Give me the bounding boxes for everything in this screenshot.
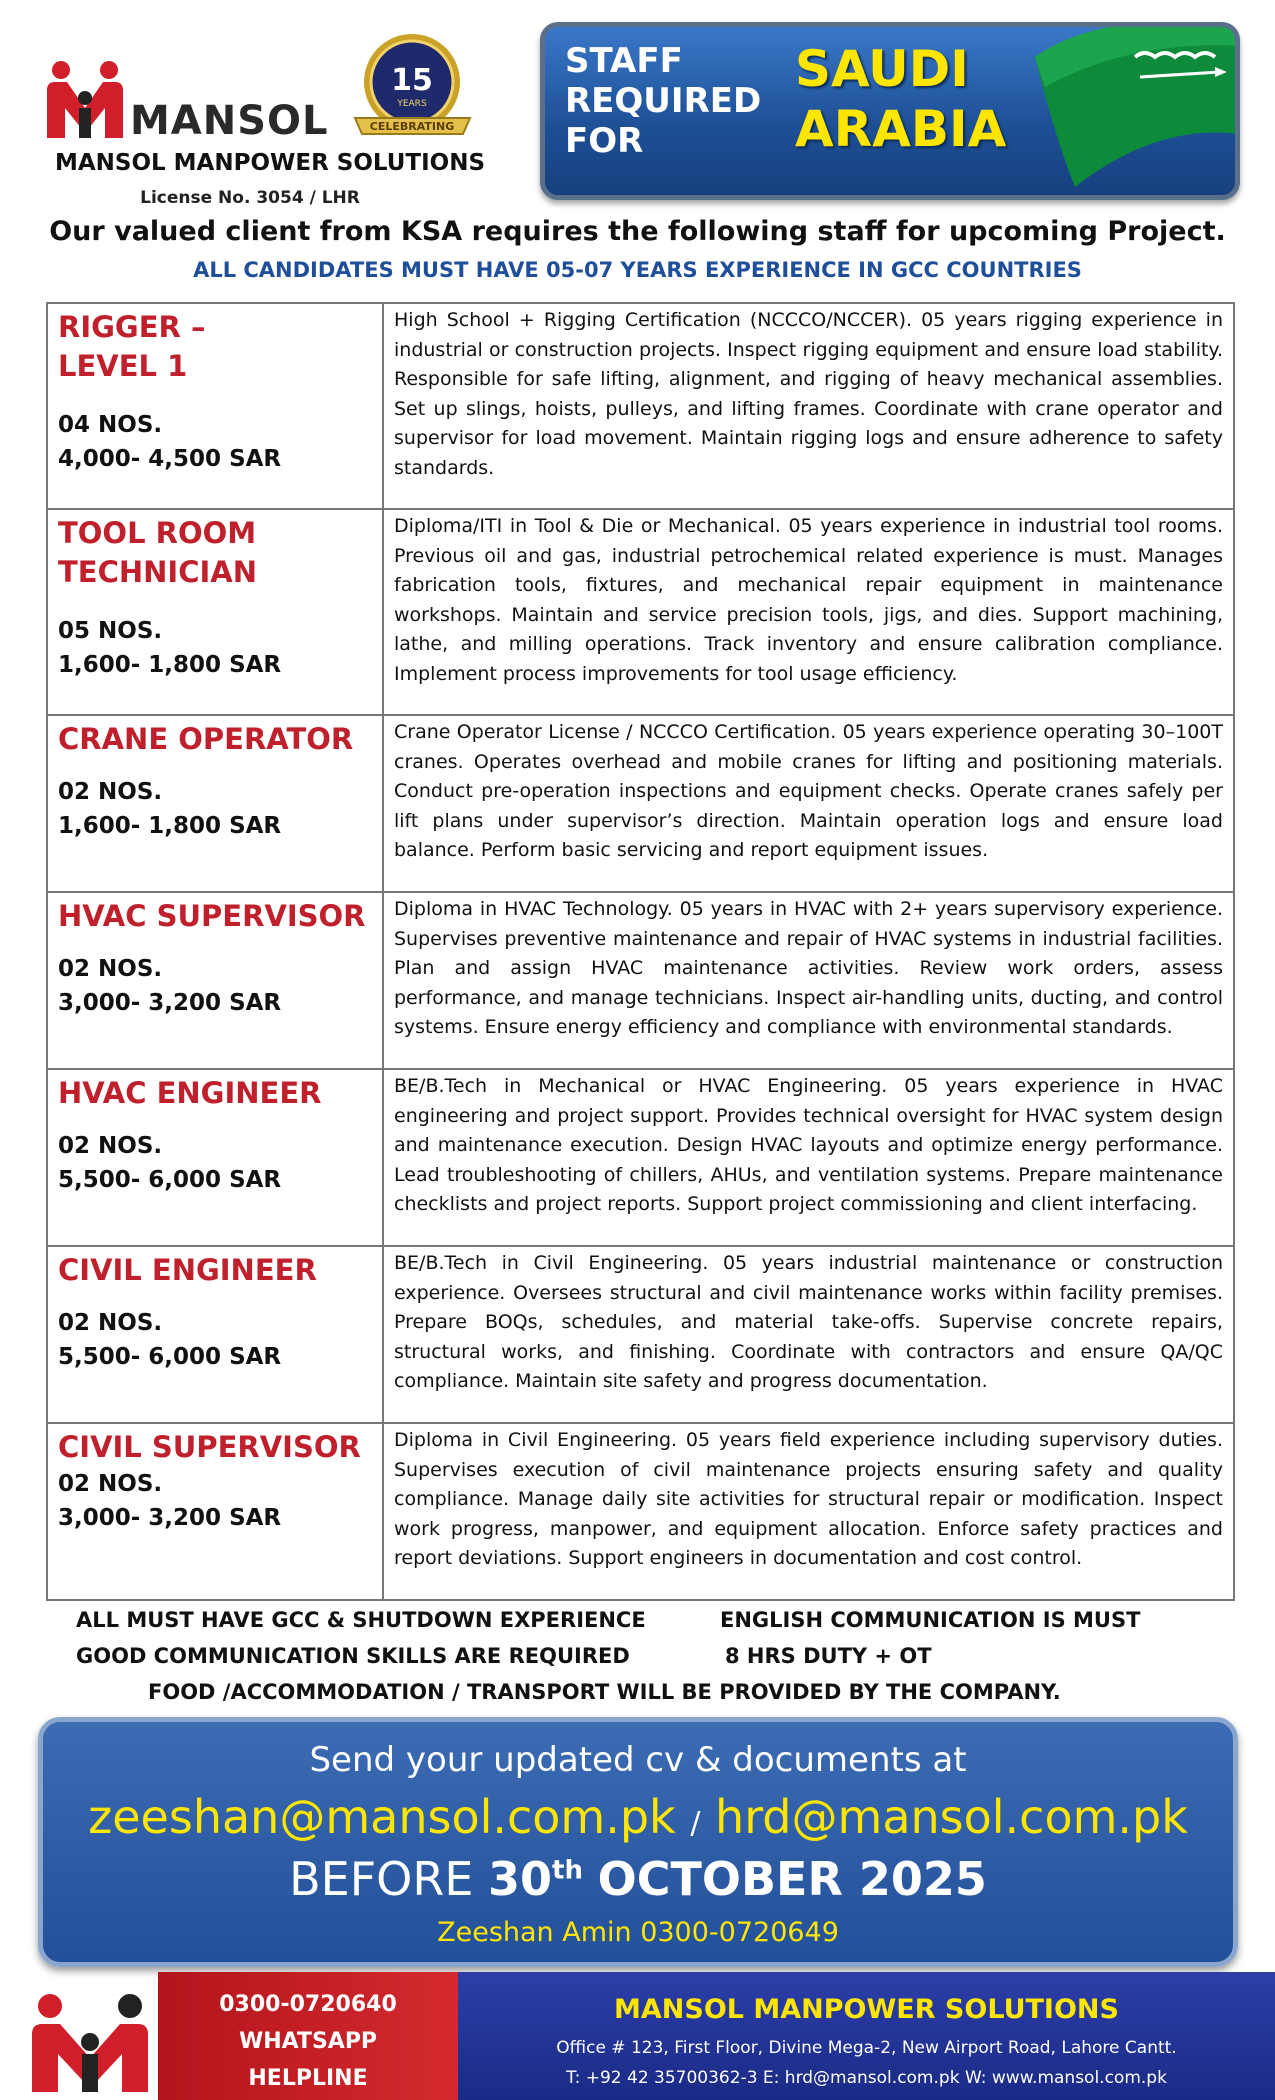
logo-text: MANSOL: [130, 98, 329, 144]
job-summary: [47, 1423, 383, 1600]
banner-country-line: SAUDI: [795, 40, 969, 98]
helpline-panel: [158, 1972, 458, 2100]
job-description: Diploma/ITI in Tool & Die or Mechanical. 05 years experience in industrial tool rooms. Previous oil and gas, industrial petrochemical related experience is must. Manages fabrication tools, fixtures, and mechanical repair equipment in maintenance workshops. Maintain and service precision tools, jigs, and dies. Support machining, lathe, and milling operations. Track inventory and ensure calibration compliance. Implement process improvements for tool usage efficiency.: [383, 509, 1234, 715]
table-row: [47, 715, 1234, 892]
table-row: [47, 1246, 1234, 1423]
job-title: HVAC SUPERVISOR: [58, 899, 366, 933]
email-addresses: [43, 1790, 1233, 1844]
table-row: [47, 1423, 1234, 1600]
job-description: High School + Rigging Certification (NCCCO/NCCER). 05 years rigging experience in industrial or construction projects. Inspect rigging equipment and ensure load stability. Responsible for safe lifting, alignment, and rigging of heavy mechanical assemblies. Set up slings, hoists, pulleys, and lifting frames. Coordinate with crane operator and supervisor for load movement. Maintain rigging logs and ensure adherence to safety standards.: [383, 303, 1234, 509]
job-quantity: 02 NOS.: [58, 779, 163, 805]
job-salary: 1,600- 1,800 SAR: [58, 652, 282, 678]
table-row: [47, 1069, 1234, 1246]
job-title: RIGGER –: [58, 310, 206, 344]
anniversary-badge-icon: [345, 30, 480, 150]
send-cv-text: Send your updated cv & documents at: [309, 1740, 967, 1780]
office-address: Office # 123, First Floor, Divine Mega-2, New Airport Road, Lahore Cantt.: [556, 2038, 1177, 2058]
mansol-logo-icon: [45, 60, 125, 140]
job-salary: 4,000- 4,500 SAR: [58, 446, 282, 472]
deadline: [43, 1852, 1233, 1906]
country-banner: [540, 22, 1240, 200]
job-summary: [47, 892, 383, 1069]
banner-staff-required: [565, 41, 761, 161]
job-description: BE/B.Tech in Mechanical or HVAC Engineering. 05 years experience in HVAC engineering and project support. Provides technical oversight for HVAC system design and maintenance execution. Design HVAC layouts and optimize energy performance. Lead troubleshooting of chillers, AHUs, and ventilation systems. Prepare maintenance checklists and project reports. Support project commissioning and client interfacing.: [383, 1069, 1234, 1246]
job-salary: 5,500- 6,000 SAR: [58, 1167, 282, 1193]
note-benefits: FOOD /ACCOMMODATION / TRANSPORT WILL BE PROVIDED BY THE COMPANY.: [148, 1680, 1061, 1704]
job-table: [46, 302, 1235, 1601]
experience-requirement: ALL CANDIDATES MUST HAVE 05-07 YEARS EXPERIENCE IN GCC COUNTRIES: [193, 258, 1082, 282]
job-summary: [47, 303, 383, 509]
banner-country: [795, 39, 1006, 159]
note-duty: 8 HRS DUTY + OT: [725, 1644, 932, 1668]
job-summary: [47, 1069, 383, 1246]
bottom-strip: [0, 1972, 1275, 2100]
job-salary: 3,000- 3,200 SAR: [58, 990, 282, 1016]
whatsapp-label: WHATSAPP: [238, 2029, 378, 2054]
job-title: CIVIL ENGINEER: [58, 1253, 317, 1287]
email-link-zeeshan[interactable]: zeeshan@mansol.com.pk: [88, 1790, 676, 1844]
footer-company-name: MANSOL MANPOWER SOLUTIONS: [614, 1994, 1119, 2025]
deadline-suffix: th: [552, 1855, 583, 1886]
table-row: [47, 303, 1234, 509]
intro-text: Our valued client from KSA requires the following staff for upcoming Project.: [49, 216, 1226, 247]
company-info-panel: [458, 1972, 1275, 2100]
job-quantity: 04 NOS.: [58, 412, 163, 438]
job-description: BE/B.Tech in Civil Engineering. 05 years industrial maintenance or construction experience. Oversees structural and civil maintenance works within facility premises. Prepare BOQs, schedules, and material take-offs. Supervise concrete repairs, structural works, and finishing. Coordinate with contractors and ensure QA/QC compliance. Maintain site safety and progress documentation.: [383, 1246, 1234, 1423]
mansol-logo-icon: [30, 1992, 150, 2092]
license-number: License No. 3054 / LHR: [140, 188, 360, 208]
deadline-month-year: OCTOBER 2025: [597, 1852, 987, 1906]
note-communication: GOOD COMMUNICATION SKILLS ARE REQUIRED: [76, 1644, 630, 1668]
job-salary: 5,500- 6,000 SAR: [58, 1344, 282, 1370]
banner-country-line: ARABIA: [795, 100, 1007, 158]
job-summary: [47, 509, 383, 715]
helpline-label: HELPLINE: [248, 2066, 368, 2091]
table-row: [47, 892, 1234, 1069]
job-quantity: 02 NOS.: [58, 1471, 163, 1497]
job-title: HVAC ENGINEER: [58, 1076, 322, 1110]
job-quantity: 02 NOS.: [58, 956, 163, 982]
badge-number: 15: [391, 63, 433, 98]
job-title: CIVIL SUPERVISOR: [58, 1430, 361, 1464]
job-quantity: 05 NOS.: [58, 618, 163, 644]
deadline-prefix: BEFORE: [289, 1852, 474, 1906]
email-link-hrd[interactable]: hrd@mansol.com.pk: [715, 1790, 1188, 1844]
job-description: Diploma in HVAC Technology. 05 years in HVAC with 2+ years supervisory experience. Supervises preventive maintenance and repair of HVAC systems in industrial facilities. Plan and assign HVAC maintenance activities. Review work orders, assess performance, and manage technicians. Inspect air-handling units, ducting, and control systems. Ensure energy efficiency and compliance with environmental standards.: [383, 892, 1234, 1069]
job-title: LEVEL 1: [58, 349, 188, 383]
deadline-day: 30: [488, 1852, 553, 1906]
job-description: Diploma in Civil Engineering. 05 years field experience including supervisory duties. Supervises execution of civil maintenance projects ensuring safety and quality compliance. Manage daily site activities for structural repair or modification. Inspect work progress, manpower, and equipment allocation. Enforce safety practices and report deviations. Support engineers in documentation and cost control.: [383, 1423, 1234, 1600]
company-name: MANSOL MANPOWER SOLUTIONS: [54, 150, 486, 176]
job-quantity: 02 NOS.: [58, 1133, 163, 1159]
contact-person: Zeeshan Amin 0300-0720649: [437, 1917, 839, 1948]
note-gcc: ALL MUST HAVE GCC & SHUTDOWN EXPERIENCE: [76, 1608, 646, 1632]
note-english: ENGLISH COMMUNICATION IS MUST: [720, 1608, 1141, 1632]
banner-line: FOR: [565, 121, 644, 161]
header: [0, 0, 1275, 230]
job-title: TOOL ROOM: [58, 516, 257, 550]
contact-box: [38, 1717, 1238, 1967]
helpline-phone[interactable]: 0300-0720640: [219, 1992, 397, 2017]
email-separator: /: [690, 1806, 701, 1841]
job-summary: [47, 1246, 383, 1423]
job-title: CRANE OPERATOR: [58, 722, 354, 756]
job-salary: 3,000- 3,200 SAR: [58, 1505, 282, 1531]
banner-line: REQUIRED: [565, 81, 762, 121]
job-salary: 1,600- 1,800 SAR: [58, 813, 282, 839]
table-row: [47, 509, 1234, 715]
job-title: TECHNICIAN: [58, 555, 257, 589]
badge-years: YEARS: [397, 99, 427, 109]
job-quantity: 02 NOS.: [58, 1310, 163, 1336]
job-description: Crane Operator License / NCCCO Certification. 05 years experience operating 30–100T cranes. Operates overhead and mobile cranes for lifting and positioning materials. Conduct pre-operation inspections and equipment checks. Operate cranes safely per lift plans under supervisor’s direction. Maintain operation logs and ensure load balance. Perform basic servicing and report equipment issues.: [383, 715, 1234, 892]
badge-ribbon: CELEBRATING: [369, 120, 455, 133]
contact-details: T: +92 42 35700362-3 E: hrd@mansol.com.pk W: www.mansol.com.pk: [566, 2068, 1167, 2088]
banner-line: STAFF: [565, 41, 683, 81]
saudi-flag-icon: [1015, 22, 1240, 200]
job-summary: [47, 715, 383, 892]
